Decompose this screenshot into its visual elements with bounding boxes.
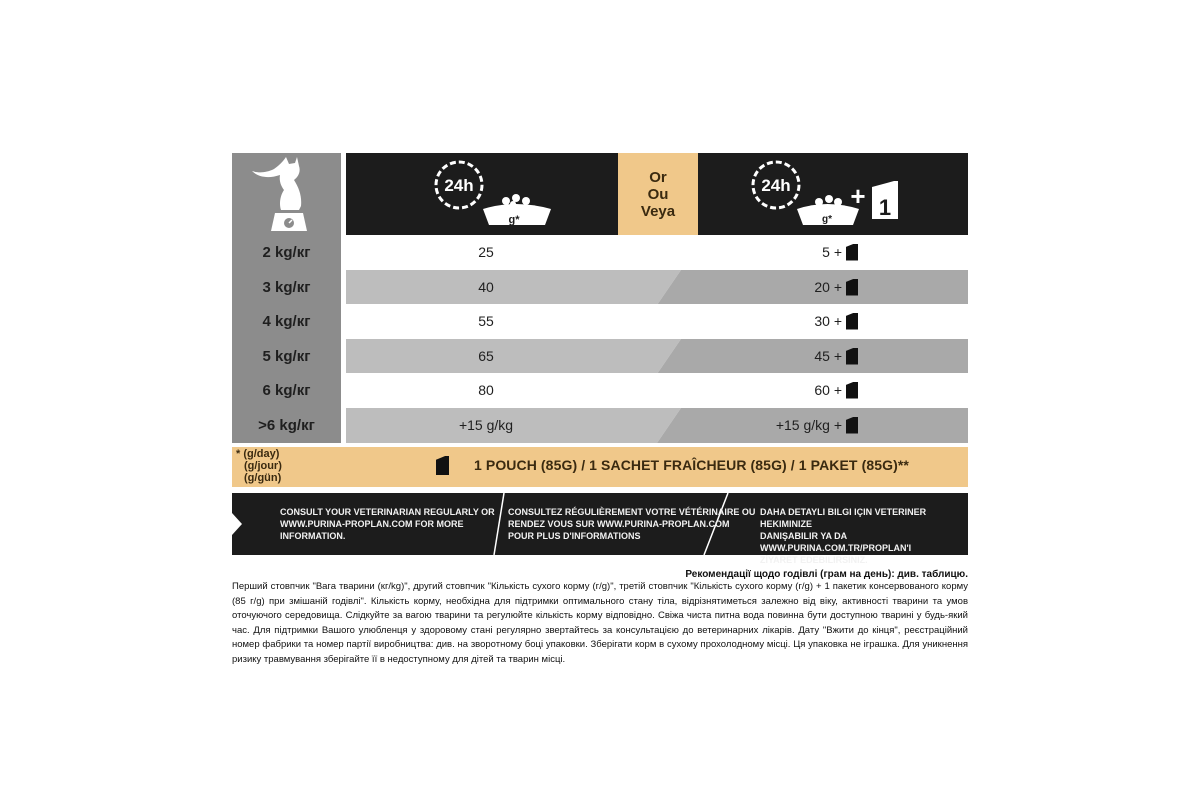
table-row [346, 270, 968, 305]
mixed-amount-text: 45 + [814, 348, 842, 364]
pouch-icon [846, 244, 858, 261]
feeding-instructions-paragraph: Перший стовпчик "Вага тварини (кг/kg)", другий стовпчик "Кількість сухого корму (г/g)", третій стовпчик "Кількість сухого корму (г/g) + 1 пакетик консервованого корму (85 г/g) при змішаній годівлі". Кількість корму, необхідна для підтримки оптимального стану тіла, відрізнятиметься залежно від віку, активності тварини та умов оточуючого середовища. Слідкуйте за вагою тварини та регулюйте кількість корму відповідно. Свіжа чиста питна вода повинна бути доступною тварині у будь-який час. Для підтримки Вашого улюбленця у здоровому стані регулярно звертайтесь за консультацією до ветеринарних лікарів. Дату "Вжити до кінця", реєстраційний номер фабрики та номер партії виробництва: див. на зворотному боці упаковки. Зберігати корм в сухому прохолодному місці. Ця упаковка не іграшка. Для уникнення ризику травмування зберігайте її в недоступному для дітей та тварин місці. [232, 581, 968, 665]
dry-24h-label: 24h [444, 176, 474, 195]
mixed-amount [814, 313, 858, 330]
info-fr-line: CONSULTEZ RÉGULIÈREMENT VOTRE VÉTÉRINAIRE OU [508, 507, 756, 517]
or-fr: Ou [647, 185, 669, 203]
table-row [346, 373, 968, 408]
pouch-size-text: 1 POUCH (85G) / 1 SACHET FRAÎCHEUR (85G) / 1 PAKET (85G)** [474, 457, 909, 473]
mixed-amount [814, 382, 858, 399]
dry-amount: 40 [478, 278, 494, 295]
mix-plus-label: + [850, 181, 866, 211]
info-fr-line: RENDEZ VOUS SUR WWW.PURINA-PROPLAN.COM [508, 519, 730, 529]
pouch-icon [846, 313, 858, 330]
weight-cell: 5 kg/кг [232, 339, 341, 374]
table-row [346, 408, 968, 443]
row-background [346, 339, 968, 374]
mixed-amount [814, 348, 858, 365]
mixed-food-24h-icon [698, 153, 968, 235]
info-turkish [760, 506, 968, 566]
table-row [346, 304, 968, 339]
mixed-amount-text: 20 + [814, 279, 842, 295]
unit-g-gun: (g/gün) [244, 472, 282, 484]
row-background [346, 408, 968, 443]
pouch-icon [846, 348, 858, 365]
info-en-line: WWW.PURINA-PROPLAN.COM FOR MORE [280, 519, 464, 529]
row-background [346, 270, 968, 305]
unit-g-day: * (g/day) [236, 448, 280, 460]
info-en-line: INFORMATION. [280, 531, 346, 541]
weight-cell: 6 kg/кг [232, 373, 341, 408]
weight-cell: >6 kg/кг [232, 408, 341, 443]
info-en-line: CONSULT YOUR VETERINARIAN REGULARLY OR [280, 507, 495, 517]
veterinarian-info-band [232, 493, 968, 565]
mix-pouch-count: 1 [878, 195, 892, 220]
or-tr: Veya [640, 202, 676, 220]
mixed-amount-text: 5 + [822, 244, 842, 260]
dry-unit-label: g* [508, 214, 520, 226]
mixed-amount [822, 244, 858, 261]
mix-unit-label: g* [822, 214, 832, 225]
weight-cell: 3 kg/кг [232, 270, 341, 305]
dry-food-24h-icon [346, 153, 618, 235]
cat-weight-header [232, 153, 341, 235]
pouch-icon [846, 279, 858, 296]
weight-cell: 2 kg/кг [232, 235, 341, 270]
or-separator [618, 153, 698, 235]
mixed-amount-text: +15 g/kg + [775, 417, 842, 433]
dry-amount: 80 [478, 381, 494, 398]
mixed-amount-text: 60 + [814, 382, 842, 398]
dry-amount: 55 [478, 312, 494, 329]
cat-on-scale-icon [232, 153, 341, 235]
dry-food-header [346, 153, 618, 235]
unit-g-jour: (g/jour) [244, 460, 282, 472]
weight-cell: 4 kg/кг [232, 304, 341, 339]
info-tr-line: DANIŞABILIR YA DA WWW.PURINA.COM.TR/PROPLAN'I [760, 531, 912, 553]
dry-amount: 25 [478, 243, 494, 260]
info-fr-line: POUR PLUS D'INFORMATIONS [508, 531, 641, 541]
or-en: Or [649, 168, 667, 186]
pouch-icon [846, 417, 858, 434]
mixed-food-header [698, 153, 968, 235]
mixed-amount [776, 417, 858, 434]
recommendation-title: Рекомендації щодо годівлі (грам на день): див. таблицю. [685, 569, 968, 580]
unit-footnote [236, 448, 282, 484]
mixed-amount-text: 30 + [814, 313, 842, 329]
info-french [508, 506, 755, 542]
info-english [280, 506, 495, 542]
dry-amount: +15 g/kg [458, 416, 514, 433]
mixed-amount [814, 279, 858, 296]
info-tr-line: ZİYARET EDEBILIRSINIZ. [760, 555, 868, 565]
dry-amount: 65 [478, 347, 494, 364]
table-row [346, 339, 968, 374]
pouch-icon [846, 382, 858, 399]
table-row [346, 235, 968, 270]
mix-24h-label: 24h [761, 176, 791, 195]
info-tr-line: DAHA DETAYLI BILGI IÇIN VETERINER HEKIMINIZE [760, 507, 927, 529]
